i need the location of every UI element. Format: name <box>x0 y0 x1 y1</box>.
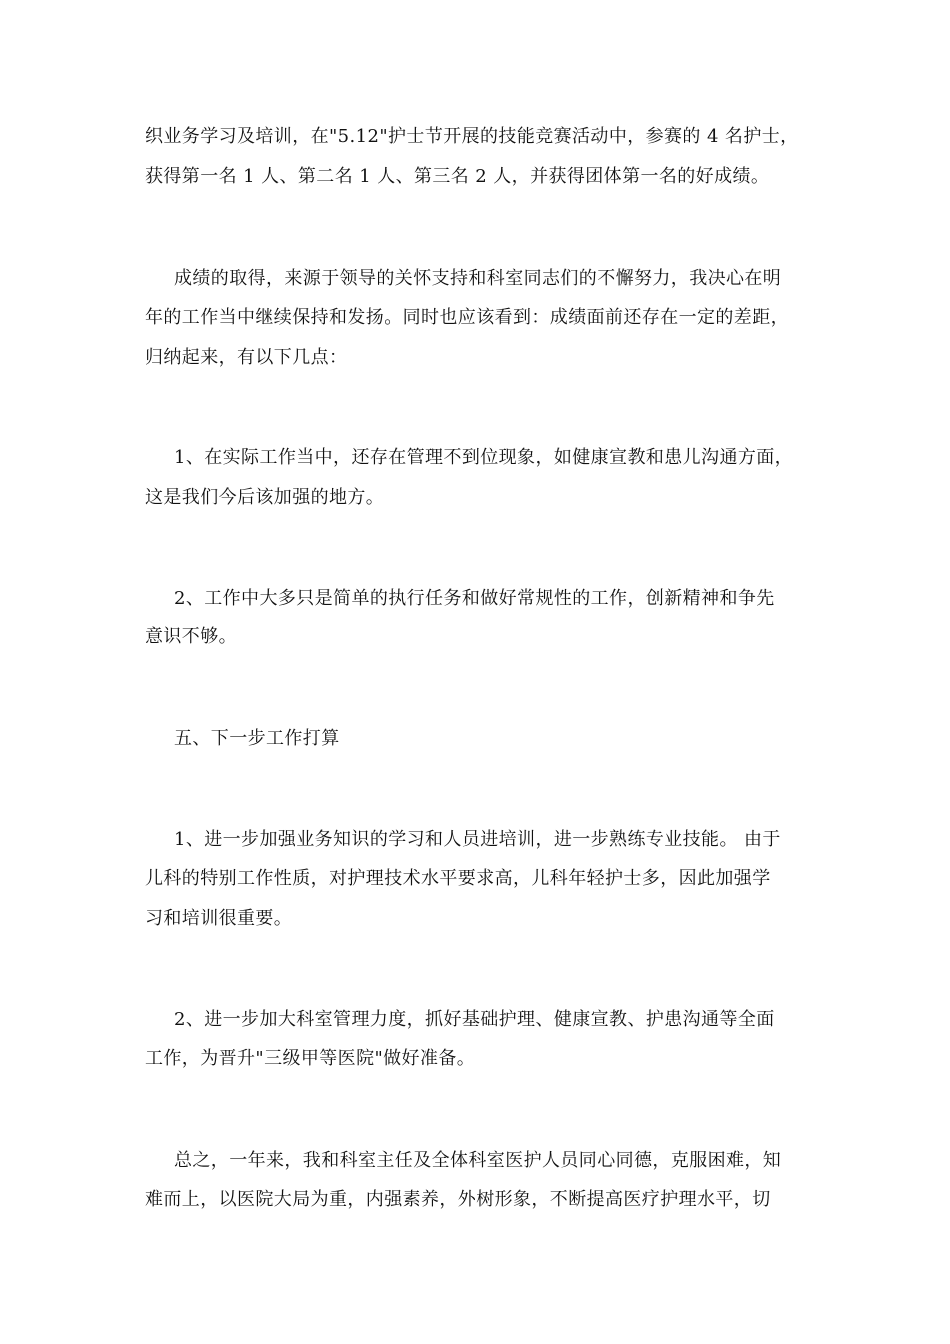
paragraph-4-line-1: 2、工作中大多只是简单的执行任务和做好常规性的工作，创新精神和争先 <box>174 588 775 609</box>
paragraph-1-line-1: 织业务学习及培训，在"5.12"护士节开展的技能竞赛活动中，参赛的 4 名护士， <box>145 126 799 147</box>
paragraph-1-line-2: 获得第一名 1 人、第二名 1 人、第三名 2 人，并获得团体第一名的好成绩。 <box>145 166 770 187</box>
paragraph-4-line-2: 意识不够。 <box>145 626 237 647</box>
paragraph-2-line-1: 成绩的取得，来源于领导的关怀支持和科室同志们的不懈努力，我决心在明 <box>174 268 782 289</box>
paragraph-8-line-1: 总之，一年来，我和科室主任及全体科室医护人员同心同德，克服困难，知 <box>174 1150 782 1171</box>
paragraph-7-line-1: 2、进一步加大科室管理力度，抓好基础护理、健康宣教、护患沟通等全面 <box>174 1009 775 1030</box>
paragraph-3-line-2: 这是我们今后该加强的地方。 <box>145 487 385 508</box>
section-heading: 五、下一步工作打算 <box>174 728 340 749</box>
paragraph-2-line-3: 归纳起来，有以下几点： <box>145 347 348 368</box>
paragraph-6-line-3: 习和培训很重要。 <box>145 908 293 929</box>
paragraph-3-line-1: 1、在实际工作当中，还存在管理不到位现象，如健康宣教和患儿沟通方面， <box>174 447 794 468</box>
paragraph-6-line-2: 儿科的特别工作性质，对护理技术水平要求高，儿科年轻护士多，因此加强学 <box>145 868 771 889</box>
paragraph-8-line-2: 难而上，以医院大局为重，内强素养，外树形象，不断提高医疗护理水平，切 <box>145 1189 771 1210</box>
paragraph-7-line-2: 工作，为晋升"三级甲等医院"做好准备。 <box>145 1048 476 1069</box>
paragraph-2-line-2: 年的工作当中继续保持和发扬。同时也应该看到：成绩面前还存在一定的差距， <box>145 307 789 328</box>
paragraph-6-line-1: 1、进一步加强业务知识的学习和人员进培训，进一步熟练专业技能。 由于 <box>174 829 781 850</box>
